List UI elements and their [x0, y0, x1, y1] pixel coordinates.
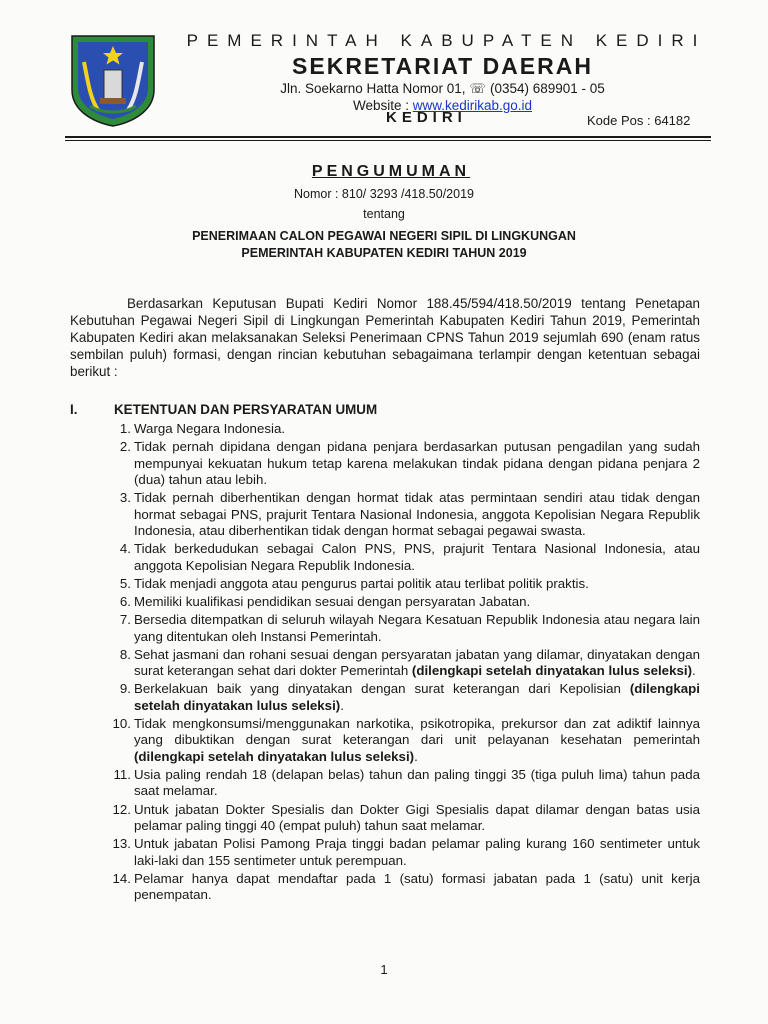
- website-label: Website :: [352, 98, 413, 113]
- office-name: SEKRETARIAT DAERAH: [292, 53, 593, 79]
- requirement-item: [103, 767, 700, 800]
- requirement-item: [103, 871, 700, 904]
- requirement-item: [103, 541, 700, 574]
- requirement-item: [103, 421, 700, 438]
- requirement-item: [103, 716, 700, 766]
- requirement-item: [103, 802, 700, 835]
- letterhead: [175, 30, 710, 114]
- document-about: tentang: [363, 207, 405, 221]
- requirement-note: (dilengkapi setelah dinyatakan lulus seleksi): [134, 681, 700, 713]
- subject-line-2: PEMERINTAH KABUPATEN KEDIRI TAHUN 2019: [241, 246, 527, 260]
- requirement-number: 5.: [119, 575, 131, 591]
- requirement-text: Pelamar hanya dapat mendaftar pada 1 (satu) formasi jabatan pada 1 (satu) unit kerja penempatan.: [134, 870, 700, 903]
- document-title: PENGUMUMAN: [311, 163, 471, 180]
- requirement-note: (dilengkapi setelah dinyatakan lulus seleksi): [134, 748, 415, 764]
- requirement-item: [103, 681, 700, 714]
- requirements-list: [103, 421, 700, 905]
- requirement-number: 4.: [119, 541, 131, 557]
- requirement-number: 12.: [112, 801, 131, 817]
- requirement-number: 7.: [119, 612, 131, 628]
- requirement-item: [103, 576, 700, 593]
- requirement-number: 13.: [112, 836, 131, 852]
- telephone-icon: ☏: [469, 81, 487, 96]
- requirement-item: [103, 439, 700, 489]
- requirement-item: [103, 647, 700, 680]
- requirement-number: 9.: [119, 681, 131, 697]
- requirement-item: [103, 612, 700, 645]
- requirement-text: Tidak mengkonsumsi/menggunakan narkotika, psikotropika, prekursor dan zat adiktif lainnya yang dibuktikan dengan surat keterangan dari unit pelayanan kesehatan pemerintah: [134, 715, 700, 748]
- kabupaten-kediri-emblem: [68, 32, 158, 128]
- postal-code: Kode Pos : 64182: [587, 113, 691, 128]
- requirement-end: .: [340, 697, 344, 713]
- website-link[interactable]: www.kedirikab.go.id: [412, 98, 533, 113]
- city-name: KEDIRI: [386, 109, 467, 126]
- section-title: KETENTUAN DAN PERSYARATAN UMUM: [114, 402, 378, 417]
- requirement-number: 8.: [119, 646, 131, 662]
- requirement-number: 11.: [113, 766, 131, 782]
- requirement-number: 6.: [119, 593, 131, 609]
- requirement-text: Tidak berkedudukan sebagai Calon PNS, PNS, prajurit Tentara Nasional Indonesia, atau anggota Kepolisian Negara Republik Indonesia.: [134, 541, 700, 573]
- address-line: [175, 80, 710, 97]
- subject-line-1: PENERIMAAN CALON PEGAWAI NEGERI SIPIL DI LINGKUNGAN: [192, 229, 576, 243]
- requirement-number: 2.: [119, 439, 131, 455]
- requirement-text: Tidak pernah diberhentikan dengan hormat tidak atas permintaan sendiri atau tidak dengan hormat sebagai PNS, prajurit Tentara Nasional Indonesia, anggota Kepolisian Negara Republik Indonesia, atau diberhentikan tidak dengan hormat sebagai pegawai swasta.: [134, 490, 700, 539]
- requirement-number: 1.: [119, 421, 131, 436]
- phone-number: (0354) 689901 - 05: [489, 81, 605, 96]
- intro-paragraph: Berdasarkan Keputusan Bupati Kediri Nomor 188.45/594/418.50/2019 tentang Penetapan Kebutuhan Pegawai Negeri Sipil di Lingkungan Pemerintah Kabupaten Kediri Tahun 2019, Pemerintah Kabupaten Kediri akan melaksanakan Seleksi Penerimaan CPNS Tahun 2019 sejumlah 690 (enam ratus sembilan puluh) formasi, dengan rincian kebutuhan sebagaimana terlampir dengan ketentuan sebagai berikut :: [70, 296, 700, 379]
- header-divider-thick: [65, 136, 711, 138]
- page-number: 1: [380, 962, 388, 977]
- document-subject: [0, 228, 768, 262]
- requirement-text: Untuk jabatan Dokter Spesialis dan Dokter Gigi Spesialis dapat dilamar dengan batas usia pelamar paling tinggi 40 (empat puluh) tahun saat melamar.: [134, 801, 700, 834]
- requirement-text: Untuk jabatan Polisi Pamong Praja tinggi badan pelamar paling kurang 160 sentimeter untuk laki-laki dan 155 sentimeter untuk perempuan.: [134, 836, 700, 868]
- requirement-text: Warga Negara Indonesia.: [134, 421, 286, 436]
- government-name: PEMERINTAH KABUPATEN KEDIRI: [186, 31, 707, 50]
- requirement-number: 3.: [119, 490, 131, 506]
- requirement-text: Tidak pernah dipidana dengan pidana penjara berdasarkan putusan pengadilan yang sudah mempunyai kekuatan hukum tetap karena melakukan tindak pidana dengan pidana penjara 2 (dua) tahun atau lebih.: [134, 439, 700, 488]
- requirement-text: Sehat jasmani dan rohani sesuai dengan persyaratan jabatan yang dilamar, dinyatakan dengan surat keterangan sehat dari dokter Pemerintah: [134, 646, 700, 679]
- requirement-note: (dilengkapi setelah dinyatakan lulus seleksi): [411, 663, 692, 679]
- requirement-item: [103, 594, 700, 611]
- requirement-number: 10.: [112, 715, 131, 731]
- address-text: Jln. Soekarno Hatta Nomor 01,: [280, 81, 470, 96]
- requirement-end: .: [692, 663, 696, 679]
- requirement-end: .: [414, 748, 418, 764]
- requirement-text: Usia paling rendah 18 (delapan belas) tahun dan paling tinggi 35 (tiga puluh lima) tahun pada saat melamar.: [134, 766, 700, 799]
- header-divider-thin: [65, 140, 711, 141]
- requirement-text: Berkelakuan baik yang dinyatakan dengan surat keterangan dari Kepolisian: [134, 681, 630, 697]
- requirement-text: Bersedia ditempatkan di seluruh wilayah Negara Kesatuan Republik Indonesia atau negara lain yang ditentukan oleh Instansi Pemerintah.: [134, 612, 700, 644]
- section-number: I.: [70, 402, 78, 417]
- section-heading: [70, 402, 377, 417]
- requirement-text: Memiliki kualifikasi pendidikan sesuai dengan persyaratan Jabatan.: [134, 593, 531, 609]
- requirement-item: [103, 836, 700, 869]
- requirement-item: [103, 490, 700, 540]
- document-number: Nomor : 810/ 3293 /418.50/2019: [294, 187, 474, 201]
- requirement-number: 14.: [112, 870, 131, 886]
- requirement-text: Tidak menjadi anggota atau pengurus partai politik atau terlibat politik praktis.: [134, 575, 589, 591]
